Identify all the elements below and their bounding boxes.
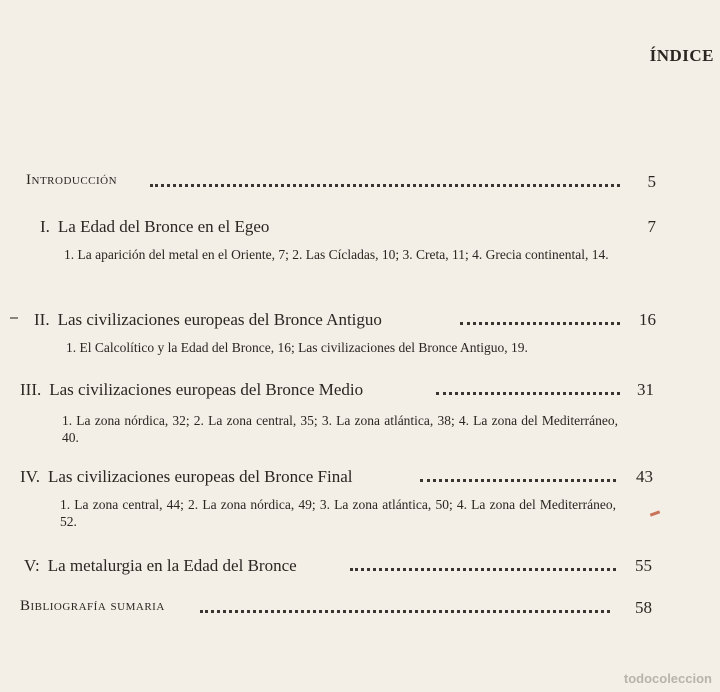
toc-entry-page: 7 <box>647 217 656 236</box>
toc-entry-label <box>34 310 388 330</box>
chapter-number: III. <box>20 380 42 399</box>
toc-entry-chapter-1[interactable] <box>0 217 720 241</box>
toc-entry-chapter-4[interactable] <box>0 467 720 491</box>
chapter-title: La metalurgia en la Edad del Bronce <box>47 556 297 575</box>
page-title: ÍNDICE <box>649 46 714 65</box>
leader-dots <box>350 564 616 571</box>
leader-dots <box>150 180 620 187</box>
toc-entry-chapter-3[interactable] <box>0 380 720 404</box>
toc-entry-introduction[interactable] <box>0 172 720 196</box>
chapter-subsections: 1. La aparición del metal en el Oriente, 7; 2. Las Cícladas, 10; 3. Creta, 11; 4. Grecia continental, 14. <box>64 247 609 262</box>
toc-entry-label <box>40 217 275 237</box>
chapter-title: La Edad del Bronce en el Egeo <box>57 217 270 236</box>
toc-entry-chapter-2[interactable] <box>0 310 720 334</box>
leader-dots <box>436 388 620 395</box>
toc-entry-page: 58 <box>635 598 652 617</box>
chapter-title: Las civilizaciones europeas del Bronce Final <box>48 467 353 486</box>
toc-entry-page: 5 <box>647 172 656 191</box>
chapter-number: IV. <box>20 467 40 486</box>
toc-entry-label <box>24 556 303 576</box>
watermark-logo: todocoleccion <box>623 671 712 686</box>
toc-entry-label <box>20 380 369 400</box>
margin-mark <box>10 317 18 319</box>
chapter-number: V: <box>24 556 40 575</box>
toc-entry-label <box>20 467 358 487</box>
chapter-title: Las civilizaciones europeas del Bronce Antiguo <box>57 310 382 329</box>
chapter-subsections: 1. La zona central, 44; 2. La zona nórdica, 49; 3. La zona atlántica, 50; 4. La zona del Mediterráneo, 52. <box>60 497 616 529</box>
chapter-number: II. <box>34 310 50 329</box>
toc-entry-bibliography[interactable] <box>0 598 720 622</box>
leader-dots <box>460 318 620 325</box>
toc-entry-chapter-5[interactable] <box>0 556 720 580</box>
leader-dots <box>200 606 610 613</box>
chapter-subsections: 1. La zona nórdica, 32; 2. La zona central, 35; 3. La zona atlántica, 38; 4. La zona del Mediterráneo, 40. <box>62 413 618 445</box>
leader-dots <box>420 475 616 482</box>
toc-entry-page: 16 <box>639 310 656 329</box>
toc-entry-label: Introducción <box>26 172 123 189</box>
chapter-number: I. <box>40 217 50 236</box>
toc-entry-page: 55 <box>635 556 652 575</box>
toc-entry-label: Bibliografía sumaria <box>20 598 171 615</box>
chapter-title: Las civilizaciones europeas del Bronce Medio <box>49 380 364 399</box>
toc-entry-page: 31 <box>637 380 654 399</box>
toc-entry-page: 43 <box>636 467 653 486</box>
chapter-subsections: 1. El Calcolítico y la Edad del Bronce, 16; Las civilizaciones del Bronce Antiguo, 19. <box>66 340 528 355</box>
ink-mark <box>650 510 660 516</box>
